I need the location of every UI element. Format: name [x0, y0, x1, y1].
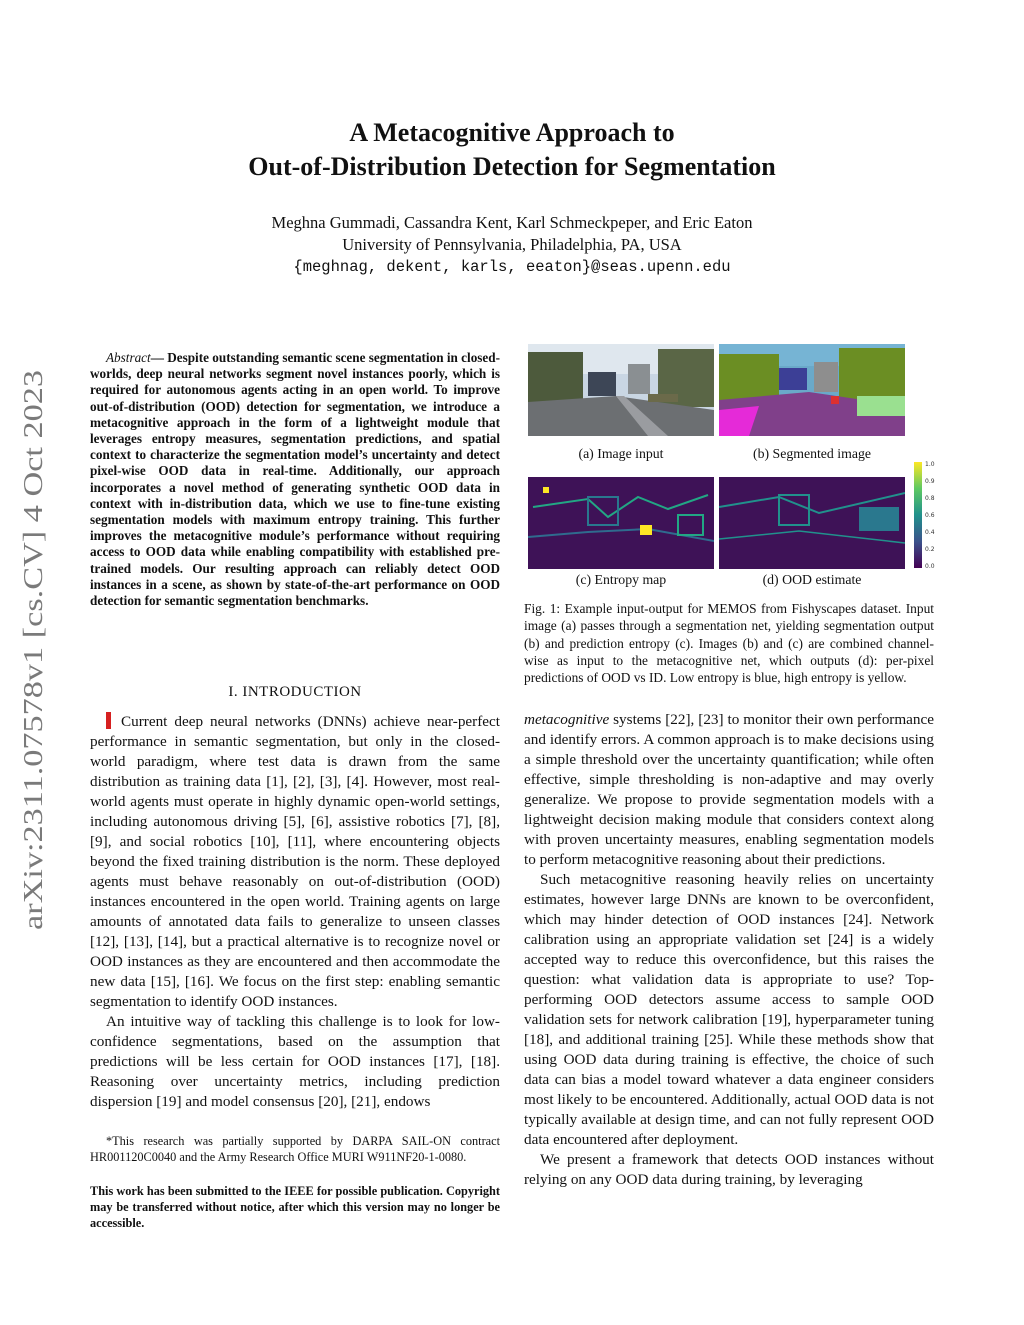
- colorbar-tick: 0.9: [925, 478, 935, 485]
- intro-paragraph-1: [90, 712, 500, 1012]
- abstract-lead: Abstract: [106, 350, 151, 365]
- right-paragraph-2: Such metacognitive reasoning heavily relies on uncertainty estimates, however large DNNs are known to be overconfident, which may hinder detection of OOD instances [24]. Network calibration using an appropriate validation set [24] is a widely accepted way to reduce this overconfidence, but this raises the question: what validation data is appropriate to use? Top-performing OOD detectors assume access to sample OOD validation sets for network calibration [19], hyperparameter tuning [18], and additional training [25]. While these methods show that using OOD data during training is effective, the choice of such data can bias a model toward whatever a data engineer considers most likely to be encountered. Additionally, actual OOD data is not typically available at design time, and can not fully represent OOD data encountered after deployment.: [524, 871, 934, 1148]
- colorbar-tick: 0.2: [925, 546, 935, 553]
- arxiv-id: arXiv:2311.07578v1 [cs.CV] 4 Oct 2023: [18, 488, 48, 930]
- arxiv-stamp-svg: [10, 360, 50, 940]
- right-paragraph-1: [524, 710, 934, 870]
- colorbar-tick: 0.8: [925, 495, 935, 502]
- title-line-2: Out-of-Distribution Detection for Segmentation: [248, 152, 776, 181]
- colorbar-tick: 0.6: [925, 512, 935, 519]
- subcaption-d: (d) OOD estimate: [762, 572, 862, 587]
- title-line-1: A Metacognitive Approach to: [349, 118, 675, 147]
- subcaption-a: (a) Image input: [578, 446, 664, 461]
- entropy-map: [528, 477, 714, 569]
- intro-paragraph-2: An intuitive way of tackling this challenge is to look for low-confidence segmentations, based on the assumption that predictions will be less certain for OOD instances [17], [18]. Reasoning over uncertainty metrics, including prediction dispersion [19] and model consensus [20], [21], endows: [90, 1013, 500, 1110]
- introduction: [90, 664, 500, 1112]
- ood-estimate-map: [719, 477, 905, 569]
- author-emails: {meghnag, dekent, karls, eeaton}@seas.upenn.edu: [293, 258, 731, 276]
- footnote: *This research was partially supported by DARPA SAIL-ON contract HR001120C0040 and the Army Research Office MURI W911NF20-1-0080.: [90, 1134, 500, 1164]
- right-paragraph-1-text: systems [22], [23] to monitor their own performance and identify errors. A common approach is to make decisions using a simple threshold over the uncertainty quantification; while often effective, simple thresholding is non-adaptive and may overly generalize. We propose to provide segmentation models with a lightweight decision making module that considers context along with proven uncertainty measures, enabling segmentation models to perform metacognitive reasoning about their predictions.: [524, 711, 934, 868]
- colorbar-tick: 1.0: [925, 461, 935, 468]
- segmented-image: [719, 344, 905, 436]
- subcaption-b: (b) Segmented image: [752, 446, 871, 461]
- abstract-text: — Despite outstanding semantic scene segmentation in closed-worlds, deep neural networks segment novel instances poorly, which is required for autonomous agents acting in an open world. To improve out-of-distribution (OOD) detection for segmentation, we introduce a metacognitive approach in the form of a lightweight module that leverages entropy measures, segmentation predictions, and spatial context to characterize the segmentation model’s uncertainty and detect pixel-wise OOD data in real-time. Additionally, our approach incorporates a novel method of generating synthetic OOD data in context with in-distribution data, which we use to fine-tune existing segmentation models with maximum entropy training. This further improves the metacognitive module’s performance without requiring access to OOD data while enabling compatibility with established pre-trained models. Our resulting approach can reliably detect OOD instances in a scene, as shown by state-of-the-art performance on OOD detection for semantic segmentation benchmarks.: [90, 350, 500, 609]
- ieee-notice: This work has been submitted to the IEEE for possible publication. Copyright may be transferred without notice, after which this version may no longer be accessible.: [90, 1184, 500, 1230]
- entropy-colorbar: [914, 462, 922, 568]
- author-names: Meghna Gummadi, Cassandra Kent, Karl Schmeckpeper, and Eric Eaton: [271, 213, 753, 232]
- annotation-marker: [106, 712, 111, 729]
- figure-1: [528, 344, 714, 441]
- abstract: [90, 350, 500, 609]
- arxiv-stamp: [10, 360, 50, 940]
- subcaption-c: (c) Entropy map: [575, 572, 667, 587]
- right-paragraph-3: We present a framework that detects OOD instances without relying on any OOD data during training, by leveraging: [524, 1151, 934, 1188]
- section-heading-intro: I. INTRODUCTION: [228, 684, 362, 700]
- paper-title: [150, 116, 874, 184]
- right-column-text: [524, 710, 934, 1190]
- author-block: [150, 212, 874, 278]
- metacognitive-emphasis: metacognitive: [524, 711, 610, 728]
- intro-paragraph-1-text: Current deep neural networks (DNNs) achieve near-perfect performance in semantic segmentation, but only in the closed-world paradigm, where test data is drawn from the same distribution as training data [1], [2], [3], [4]. However, most real-world agents must operate in highly dynamic open-world settings, including autonomous driving [5], [6], assistive robotics [7], [8], [9], and social robotics [10], [11], where encountering objects beyond the fixed training distribution is the norm. These deployed agents must behave reasonably on out-of-distribution (OOD) instances encountered in the open world. Training agents on large amounts of annotated data fails to generalize to unseen classes [12], [13], [14], but a practical alternative is to recognize novel or OOD instances as they are encountered and then accommodate the new data [15], [16]. We focus on the first step: enabling semantic segmentation to identify OOD instances.: [90, 713, 500, 1010]
- colorbar-tick: 0.4: [925, 529, 935, 536]
- colorbar-tick: 0.0: [925, 563, 935, 570]
- affiliation: University of Pennsylvania, Philadelphia, PA, USA: [342, 235, 682, 254]
- image-input-photo: [528, 344, 714, 436]
- figure-caption: Fig. 1: Example input-output for MEMOS from Fishyscapes dataset. Input image (a) passes through a segmentation net, yielding segmentation output (b) and prediction entropy (c). Images (b) and (c) are combined channel-wise as input to the metacognitive net, which outputs (d): per-pixel predictions of OOD vs ID. Low entropy is blue, high entropy is yellow.: [524, 601, 934, 686]
